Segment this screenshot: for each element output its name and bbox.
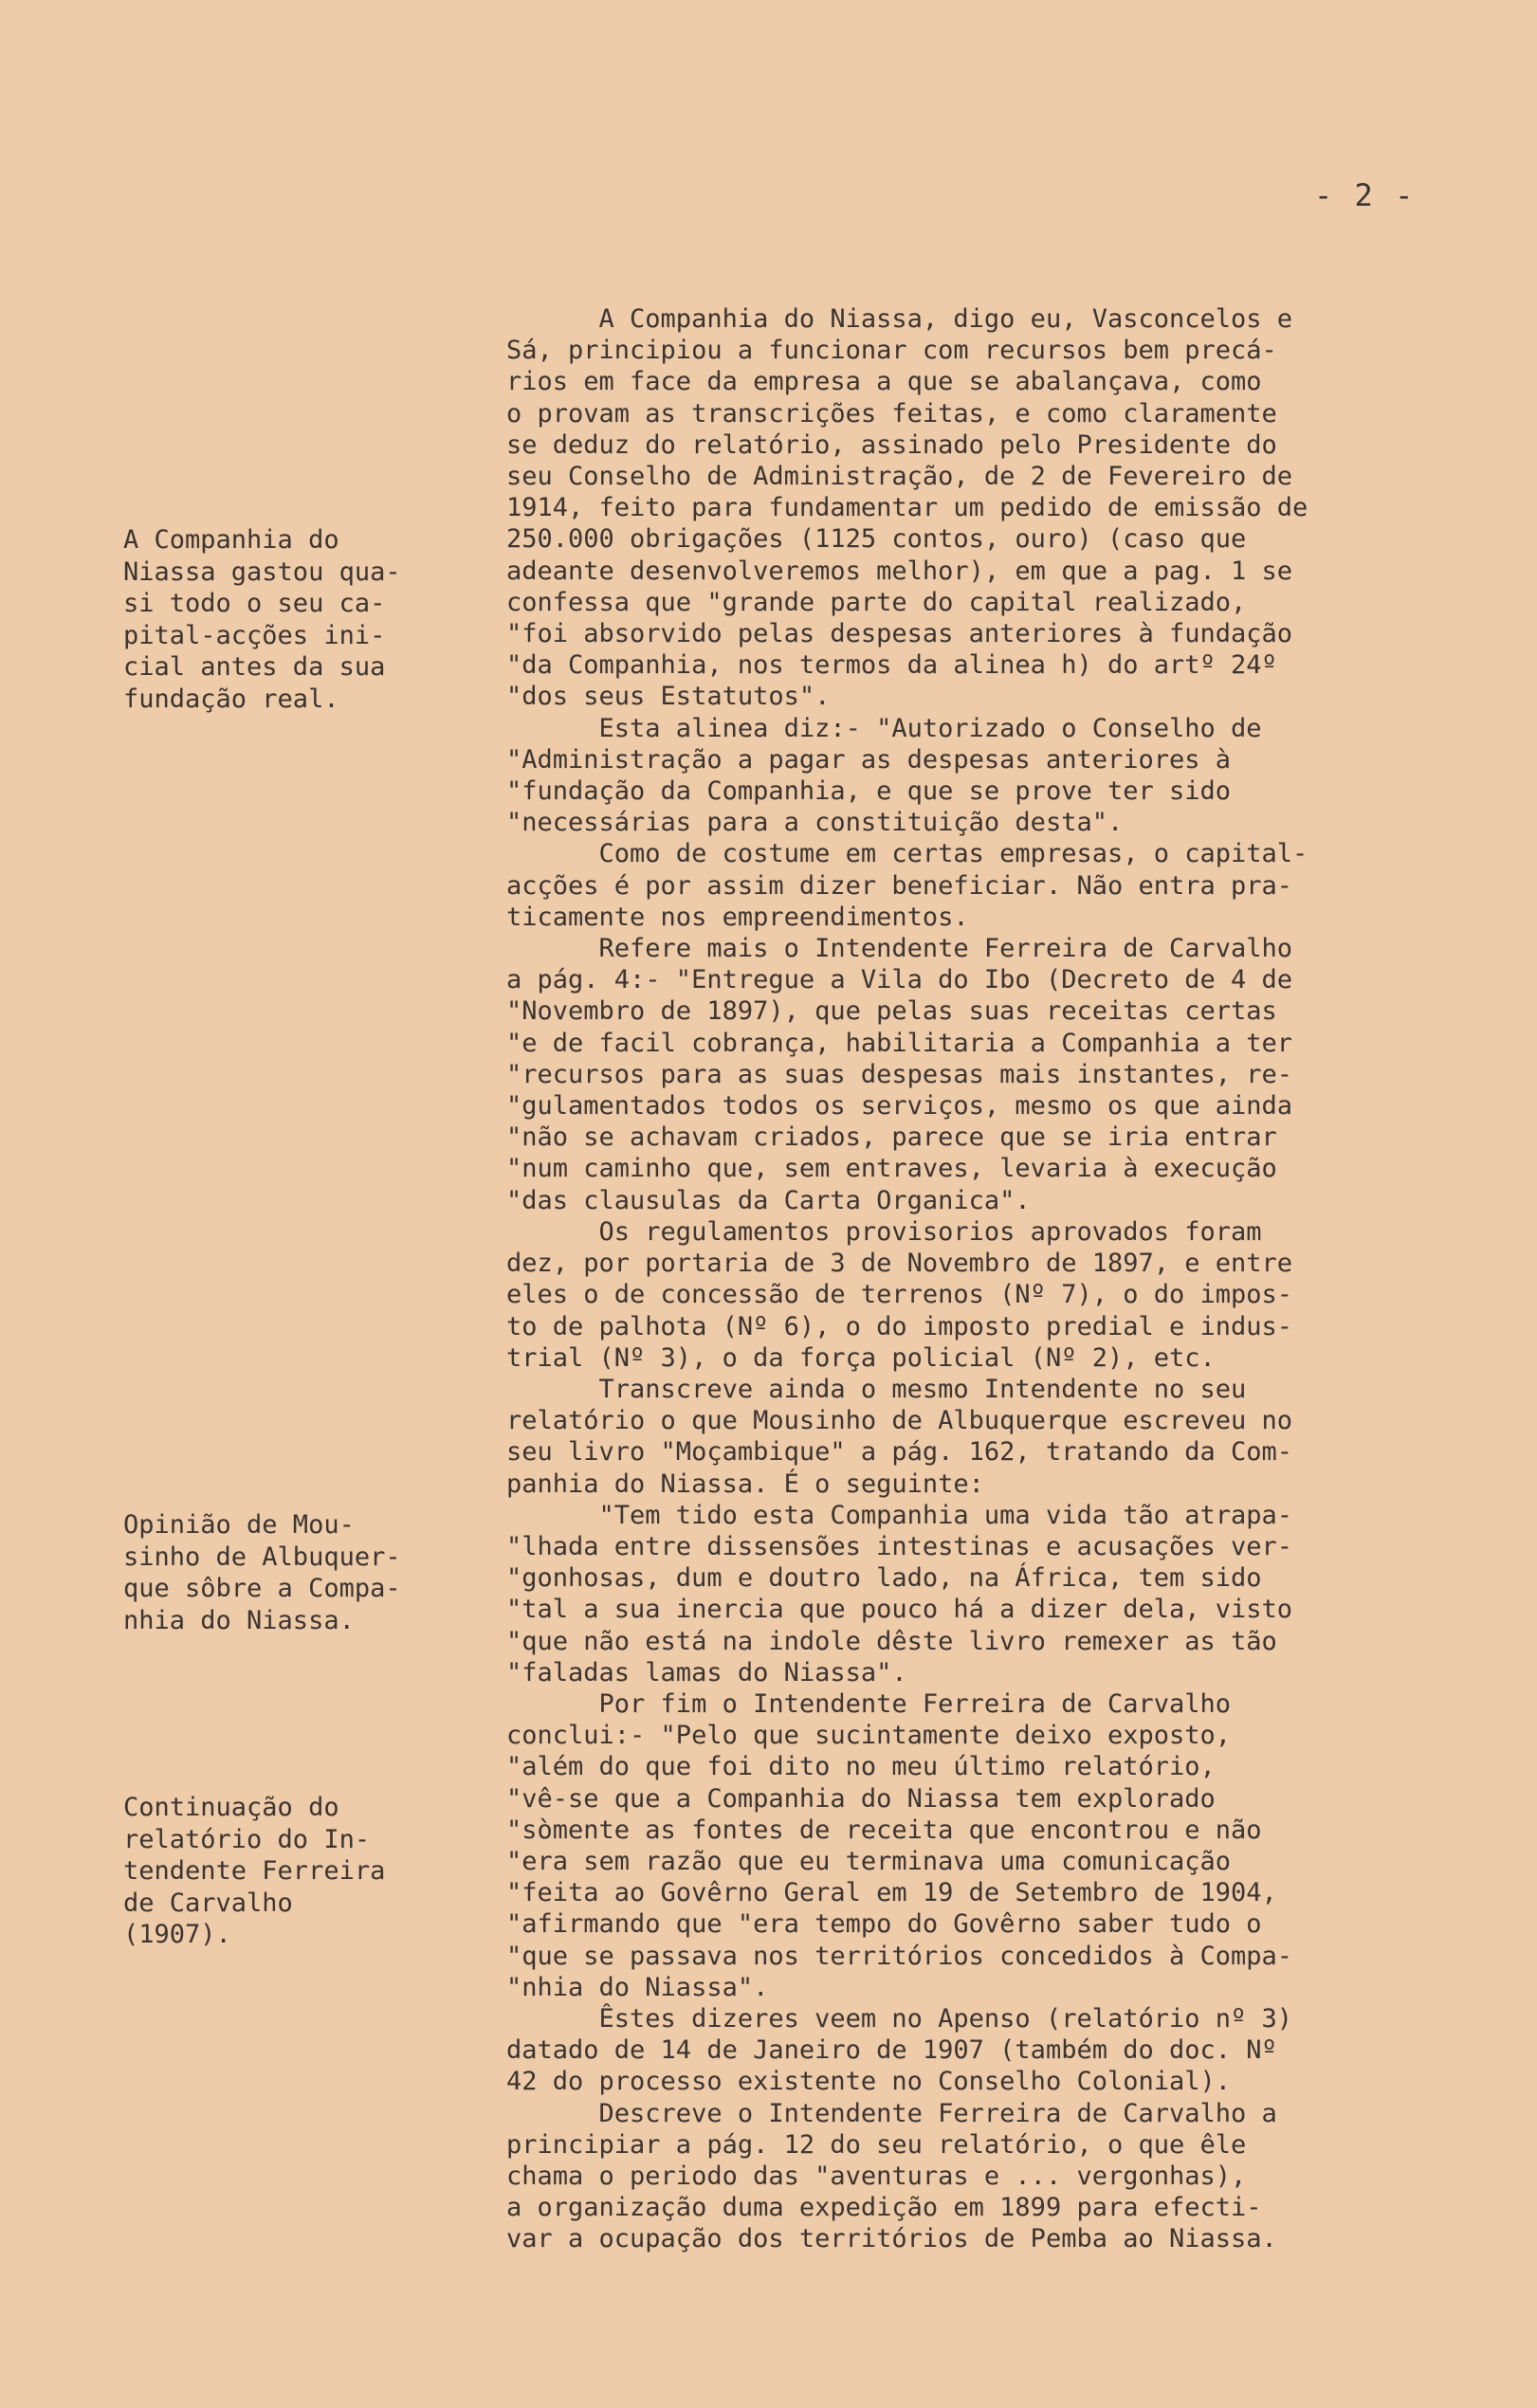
body-line: a pág. 4:- "Entregue a Vila do Ibo (Decreto de 4 de <box>506 965 1293 995</box>
body-line: "sòmente as fontes de receita que encontrou e não <box>506 1815 1262 1845</box>
margin-note-line: tendente Ferreira <box>123 1856 386 1886</box>
body-line: "recursos para as suas despesas mais instantes, re- <box>506 1059 1293 1089</box>
body-line: "das clausulas da Carta Organica". <box>506 1185 1031 1215</box>
margin-note-line: si todo o seu ca- <box>123 589 386 618</box>
margin-note-line: Continuação do <box>123 1793 339 1822</box>
margin-note-line: nhia do Niassa. <box>123 1605 355 1635</box>
body-line: var a ocupação dos territórios de Pemba ao Niassa. <box>506 2224 1277 2254</box>
body-line: trial (Nº 3), o da força policial (Nº 2), etc. <box>506 1342 1216 1373</box>
body-line: "dos seus Estatutos". <box>506 682 831 712</box>
body-line: 42 do processo existente no Conselho Colonial). <box>506 2067 1232 2097</box>
body-line: "nhia do Niassa". <box>506 1972 769 2002</box>
body-line: eles o de concessão de terrenos (Nº 7), o do impos- <box>506 1280 1293 1310</box>
body-line: Como de costume em certas empresas, o capital- <box>506 839 1308 869</box>
body-line: "Administração a pagar as despesas anteriores à <box>506 744 1232 775</box>
body-line: adeante desenvolveremos melhor), em que a pag. 1 se <box>506 556 1293 586</box>
page-number: - 2 - <box>1314 177 1416 213</box>
body-line: A Companhia do Niassa, digo eu, Vasconcelos e <box>506 304 1293 334</box>
body-line: 250.000 obrigações (1125 contos, ouro) (caso que <box>506 524 1247 555</box>
body-line: o provam as transcrições feitas, e como claramente <box>506 398 1277 429</box>
margin-note-continuacao <box>123 1792 465 1951</box>
body-line: seu Conselho de Administração, de 2 de Fevereiro de <box>506 462 1293 492</box>
body-line: "afirmando que "era tempo do Govêrno saber tudo o <box>506 1909 1262 1940</box>
body-line: relatório o que Mousinho de Albuquerque escreveu no <box>506 1406 1293 1436</box>
margin-note-line: Opinião de Mou- <box>123 1510 355 1540</box>
body-line: "vê-se que a Companhia do Niassa tem explorado <box>506 1783 1216 1814</box>
body-text <box>506 303 1492 2255</box>
margin-note-line: Niassa gastou qua- <box>123 556 401 587</box>
body-line: Os regulamentos provisorios aprovados foram <box>506 1216 1262 1247</box>
margin-note-line: que sôbre a Compa- <box>123 1574 401 1603</box>
body-line: conclui:- "Pelo que sucintamente deixo exposto, <box>506 1721 1232 1751</box>
body-line: "Tem tido esta Companhia uma vida tão atrapa- <box>506 1500 1293 1530</box>
margin-note-line: de Carvalho <box>123 1888 293 1918</box>
margin-note-opiniao <box>123 1509 465 1636</box>
body-line: "além do que foi dito no meu último relatório, <box>506 1752 1216 1782</box>
body-line: chama o periodo das "aventuras e ... vergonhas), <box>506 2161 1247 2191</box>
margin-note-line: pital-acções ini- <box>123 620 386 650</box>
body-line: "necessárias para a constituição desta". <box>506 808 1124 838</box>
margin-note-line: fundação real. <box>123 684 339 714</box>
body-line: "gonhosas, dum e doutro lado, na África, tem sido <box>506 1563 1262 1594</box>
margin-note-line: (1907). <box>123 1920 231 1949</box>
body-line: "num caminho que, sem entraves, levaria à execução <box>506 1154 1277 1184</box>
body-line: ticamente nos empreendimentos. <box>506 902 969 932</box>
body-line: Transcreve ainda o mesmo Intendente no seu <box>506 1374 1247 1404</box>
body-line: rios em face da empresa a que se abalançava, como <box>506 367 1262 397</box>
body-line: 1914, feito para fundamentar um pedido de emissão de <box>506 493 1308 523</box>
body-line: principiar a pág. 12 do seu relatório, o que êle <box>506 2129 1247 2160</box>
body-line: Por fim o Intendente Ferreira de Carvalho <box>506 1688 1232 1719</box>
body-line: confessa que "grande parte do capital realizado, <box>506 587 1247 617</box>
body-line: acções é por assim dizer beneficiar. Não entra pra- <box>506 870 1293 901</box>
body-line: "Novembro de 1897), que pelas suas receitas certas <box>506 996 1277 1027</box>
body-line: "foi absorvido pelas despesas anteriores à fundação <box>506 619 1293 649</box>
body-line: "que não está na indole dêste livro remexer as tão <box>506 1626 1277 1656</box>
body-line: datado de 14 de Janeiro de 1907 (também do doc. Nº <box>506 2035 1277 2066</box>
body-line: Êstes dizeres veem no Apenso (relatório nº 3) <box>506 2003 1293 2034</box>
body-line: se deduz do relatório, assinado pelo Presidente do <box>506 429 1277 460</box>
body-line: to de palhota (Nº 6), o do imposto predial e indus- <box>506 1311 1293 1341</box>
body-line: Sá, principiou a funcionar com recursos bem precá- <box>506 336 1277 366</box>
body-line: Refere mais o Intendente Ferreira de Carvalho <box>506 934 1293 964</box>
margin-note-line: cial antes da sua <box>123 652 386 682</box>
body-line: "tal a sua inercia que pouco há a dizer dela, visto <box>506 1595 1293 1625</box>
body-line: "feita ao Govêrno Geral em 19 de Setembro de 1904, <box>506 1878 1277 1908</box>
margin-note-line: A Companhia do <box>123 525 339 555</box>
body-line: seu livro "Moçambique" a pág. 162, tratando da Com- <box>506 1437 1293 1468</box>
body-line: "faladas lamas do Niassa". <box>506 1657 907 1687</box>
body-line: dez, por portaria de 3 de Novembro de 1897, e entre <box>506 1249 1293 1279</box>
body-line: "lhada entre dissensões intestinas e acusações ver- <box>506 1531 1293 1561</box>
body-line: "não se achavam criados, parece que se iria entrar <box>506 1122 1277 1153</box>
body-line: a organização duma expedição em 1899 para efecti- <box>506 2193 1262 2223</box>
body-line: "da Companhia, nos termos da alinea h) do artº 24º <box>506 650 1277 681</box>
body-line: panhia do Niassa. É o seguinte: <box>506 1469 984 1499</box>
body-line: Descreve o Intendente Ferreira de Carvalho a <box>506 2098 1277 2128</box>
body-line: "que se passava nos territórios concedidos à Compa- <box>506 1941 1293 1971</box>
body-line: "gulamentados todos os serviços, mesmo os que ainda <box>506 1091 1293 1122</box>
body-line: "fundação da Companhia, e que se prove ter sido <box>506 776 1232 807</box>
body-line: Esta alinea diz:- "Autorizado o Conselho de <box>506 713 1262 743</box>
margin-note-gastou <box>123 524 465 715</box>
body-line: "era sem razão que eu terminava uma comunicação <box>506 1846 1232 1876</box>
margin-note-line: relatório do In- <box>123 1824 371 1854</box>
margin-note-line: sinho de Albuquer- <box>123 1541 401 1572</box>
body-line: "e de facil cobrança, habilitaria a Companhia a ter <box>506 1028 1293 1058</box>
